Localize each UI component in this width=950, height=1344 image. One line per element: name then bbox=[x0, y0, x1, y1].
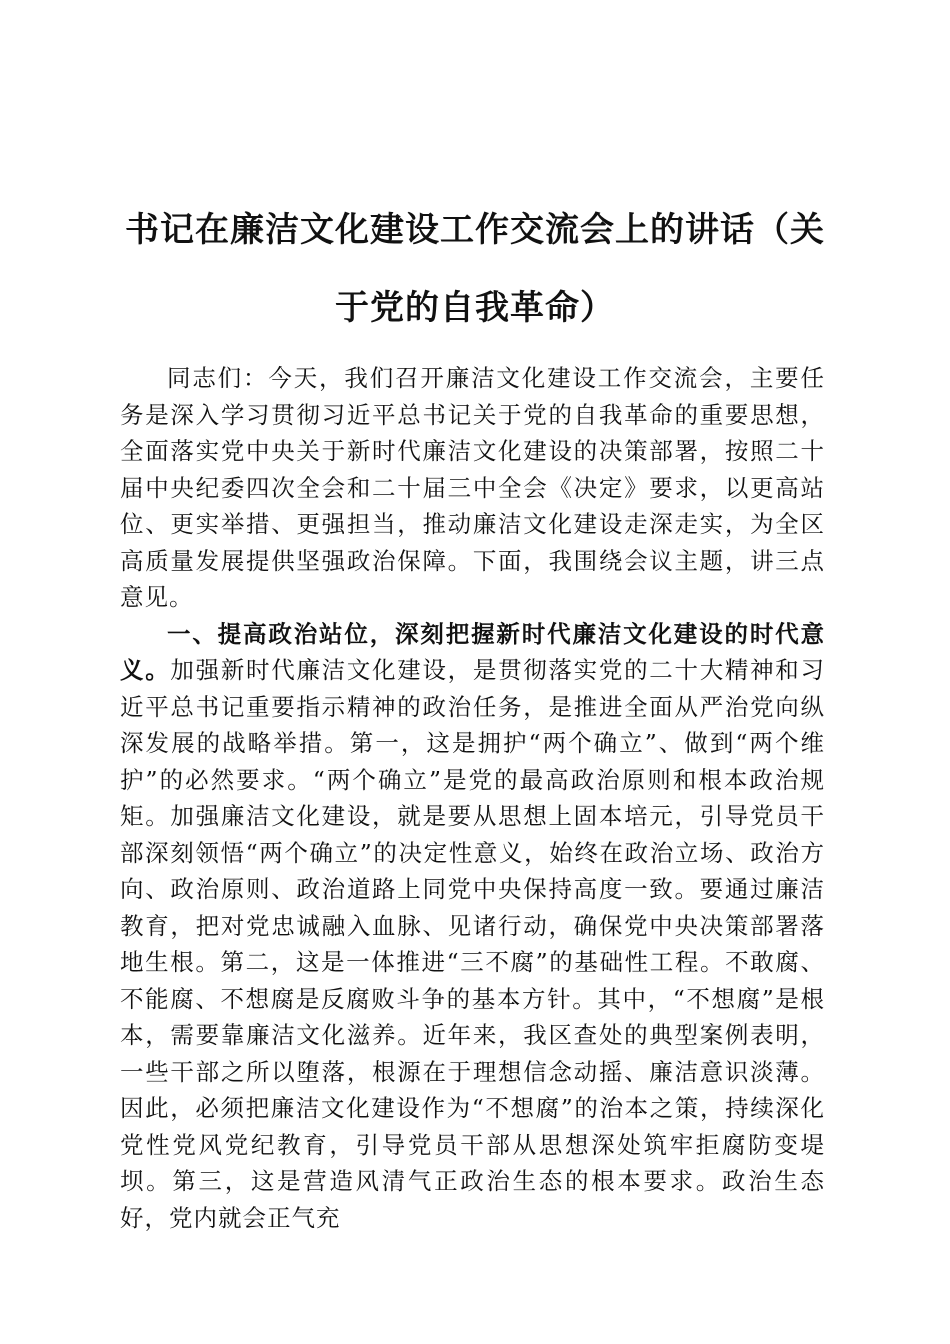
title-line-1: 书记在廉洁文化建设工作交流会上的讲话（关 bbox=[125, 209, 825, 250]
document-title bbox=[100, 191, 850, 347]
section-heading: 一、提高政治站位，深刻把握新时代廉洁文化建设的时代意义。 bbox=[120, 619, 825, 684]
paragraph-opening bbox=[120, 360, 825, 616]
paragraph-text: 同志们：今天，我们召开廉洁文化建设工作交流会，主要任务是深入学习贯彻习近平总书记关于党的自我革命的重要思想，全面落实党中央关于新时代廉洁文化建设的决策部署，按照二十届中央纪委四次全会和二十届三中全会《决定》要求，以更高站位、更实举措、更强担当，推动廉洁文化建设走深走实，为全区高质量发展提供坚强政治保障。下面，我围绕会议主题，讲三点意见。 bbox=[120, 364, 825, 611]
document-body bbox=[120, 360, 825, 1236]
paragraph-text: 加强新时代廉洁文化建设，是贯彻落实党的二十大精神和习近平总书记重要指示精神的政治任务，是推进全面从严治党向纵深发展的战略举措。第一，这是拥护“两个确立”、做到“两个维护”的必然要求。“两个确立”是党的最高政治原则和根本政治规矩。加强廉洁文化建设，就是要从思想上固本培元，引导党员干部深刻领悟“两个确立”的决定性意义，始终在政治立场、政治方向、政治原则、政治道路上同党中央保持高度一致。要通过廉洁教育，把对党忠诚融入血脉、见诸行动，确保党中央决策部署落地生根。第二，这是一体推进“三不腐”的基础性工程。不敢腐、不能腐、不想腐是反腐败斗争的基本方针。其中，“不想腐”是根本，需要靠廉洁文化滋养。近年来，我区查处的典型案例表明，一些干部之所以堕落，根源在于理想信念动摇、廉洁意识淡薄。因此，必须把廉洁文化建设作为“不想腐”的治本之策，持续深化党性党风党纪教育，引导党员干部从思想深处筑牢拒腐防变堤坝。第三，这是营造风清气正政治生态的根本要求。政治生态好，党内就会正气充 bbox=[120, 656, 826, 1232]
title-line-2: 于党的自我革命） bbox=[335, 287, 615, 328]
paragraph-section-one bbox=[120, 616, 825, 1237]
